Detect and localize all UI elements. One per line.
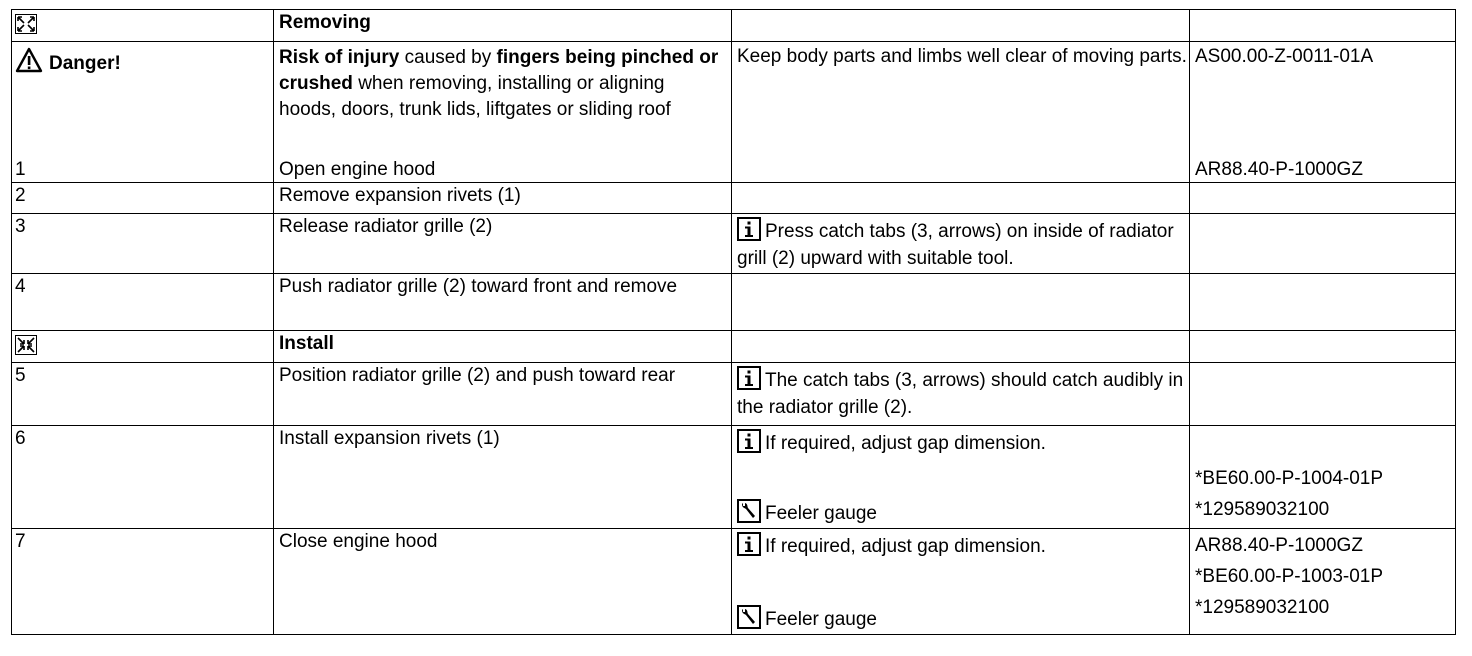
step-row <box>12 274 1456 331</box>
step-action: Release radiator grille (2) <box>274 214 732 274</box>
step-action: Install expansion rivets (1) <box>274 426 732 529</box>
tool-icon <box>737 605 761 629</box>
section-icon-cell <box>12 331 274 363</box>
note-text: Press catch tabs (3, arrows) on inside of radiator grill (2) upward with suitable tool. <box>737 221 1174 269</box>
tool-icon <box>737 499 761 523</box>
note-text: If required, adjust gap dimension. <box>765 536 1046 557</box>
danger-row <box>12 42 1456 183</box>
info-icon <box>737 532 761 556</box>
info-icon <box>737 366 761 390</box>
step-number: 4 <box>12 274 274 331</box>
procedure-table <box>11 9 1456 635</box>
step-action: Open engine hood <box>279 159 436 180</box>
danger-rest-text: when removing, installing or aligning hoods, doors, trunk lids, liftgates or sliding roof <box>279 73 671 120</box>
info-icon <box>737 429 761 453</box>
tool-name: Feeler gauge <box>765 503 877 524</box>
step-row <box>12 214 1456 274</box>
reference-code: *129589032100 <box>1195 597 1330 618</box>
danger-cell <box>12 42 274 183</box>
section-title: Install <box>274 331 732 363</box>
reference-code: AR88.40-P-1000GZ <box>1195 159 1363 180</box>
danger-text-cell <box>274 42 732 183</box>
section-header-icon <box>15 14 37 34</box>
reference-code: *129589032100 <box>1195 499 1330 520</box>
reference-code: *BE60.00-P-1004-01P <box>1195 468 1384 489</box>
danger-label: Danger! <box>49 53 121 74</box>
step-number: 2 <box>12 183 274 214</box>
section-icon-cell <box>12 10 274 42</box>
warning-triangle-icon <box>15 47 43 73</box>
step-row <box>12 529 1456 635</box>
step-number: 3 <box>12 214 274 274</box>
step-number: 7 <box>12 529 274 635</box>
section-title: Removing <box>274 10 732 42</box>
note-text: The catch tabs (3, arrows) should catch audibly in the radiator grille (2). <box>737 370 1184 418</box>
step-row <box>12 426 1456 529</box>
note-cell <box>732 214 1190 274</box>
step-number: 1 <box>15 159 26 180</box>
tool-name: Feeler gauge <box>765 609 877 630</box>
danger-risk-text: Risk of injury <box>279 47 400 68</box>
step-row <box>12 183 1456 214</box>
section-removing-row <box>12 10 1456 42</box>
step-row <box>12 363 1456 426</box>
note-cell <box>732 363 1190 426</box>
info-icon <box>737 217 761 241</box>
step-number: 6 <box>12 426 274 529</box>
step-action: Position radiator grille (2) and push toward rear <box>274 363 732 426</box>
danger-note: Keep body parts and limbs well clear of moving parts. <box>737 46 1187 67</box>
note-cell <box>732 426 1190 529</box>
note-cell <box>732 529 1190 635</box>
reference-code: AR88.40-P-1000GZ <box>1195 535 1363 556</box>
ref-cell <box>1190 426 1456 529</box>
step-action: Close engine hood <box>274 529 732 635</box>
procedure-table-wrapper <box>11 9 1455 635</box>
reference-code: AS00.00-Z-0011-01A <box>1195 46 1374 67</box>
step-action: Remove expansion rivets (1) <box>274 183 732 214</box>
step-number: 5 <box>12 363 274 426</box>
reference-code: *BE60.00-P-1003-01P <box>1195 566 1384 587</box>
section-header-icon <box>15 335 37 355</box>
ref-cell <box>1190 529 1456 635</box>
danger-note-cell <box>732 42 1190 183</box>
step-action: Push radiator grille (2) toward front and remove <box>274 274 732 331</box>
danger-mid-text: caused by <box>399 47 497 68</box>
section-install-row <box>12 331 1456 363</box>
danger-ref-cell <box>1190 42 1456 183</box>
danger-cause-text: fingers being pinched or crushed <box>279 47 719 94</box>
note-text: If required, adjust gap dimension. <box>765 433 1046 454</box>
